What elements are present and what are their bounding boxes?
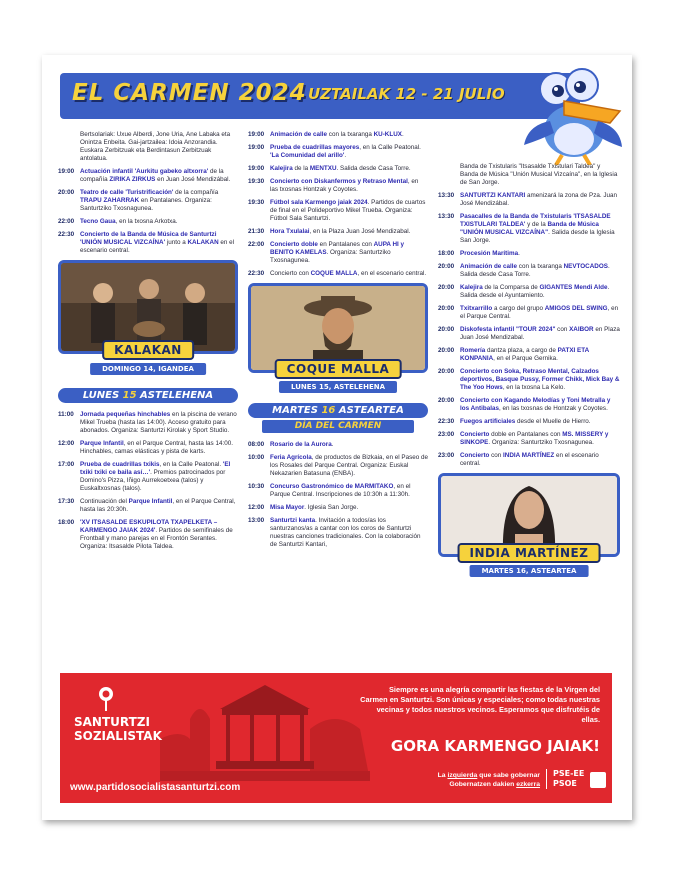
event-item: 22:00 Concierto doble en Pantalanes con AUPA HI y BENITO KAMELAS. Organiza: Santurtziko Txosnagunea. [248,241,405,264]
pelican-mascot-icon [520,61,626,165]
wave-decoration-icon [60,109,580,123]
event-item: 20:00 Romería dantza plaza, a cargo de PATXI ETA KONPANIA, en el Parque Gernika. [438,347,589,362]
festival-dates: UZTAILAK 12 - 21 JULIO [308,85,505,103]
artist-date: LUNES 15, ASTELEHENA [279,381,397,393]
program-page [42,55,632,820]
col2-events-a [248,131,428,278]
event-item: 11:00 Jornada pequeñas hinchables en la piscina de verano Mikel Trueba (hasta las 14:00). Acceso gratuito para abonados. Organiza: Santurtzi Kirolak y Sport Studio. [58,411,237,434]
event-item: 20:00 Diskofesta infantil "TOUR 2024" con XAIBOR en Plaza Juan José Mendizabal. [438,326,620,341]
col1-events-a [58,168,238,255]
event-item: 17:30 Continuación del Parque Infantil, en el Parque Central, hasta las 20:30h. [58,498,236,513]
artist-card-india-martinez [438,473,620,581]
col1-intro: Bertsolariak: Uxue Alberdi, Jone Uria, Ane Labaka eta Onintza Enbeita. Gai-jartzailea: Idoia Anzorandia. Euskara Zerbitzuak eta Berdintasun Zerbitzuak antolatua. [80,131,231,162]
col1-events-b [58,411,238,551]
event-item: 12:00 Misa Mayor. Iglesia San Jorge. [248,504,359,511]
ad-slogan: La izquierda que sabe gobernar Gobernatzen dakien ezkerra [437,772,540,788]
event-item: 22:30 Concierto con COQUE MALLA, en el escenario central. [248,270,427,277]
event-item: 08:00 Rosario de la Aurora. [248,441,334,448]
artist-date: DOMINGO 14, IGANDEA [90,363,206,375]
event-item: 12:00 Parque Infantil, en el Parque Central, hasta las 14:00. Hinchables, camas elásticas y pista de karts. [58,440,233,455]
bandstand-kiosk-icon [160,679,370,781]
event-item: 20:00 Teatro de calle 'Turistrificación' de la compañía TRAPU ZAHARRAK en Pantalanes. Organiza: Santurtziko Txosnagunea. [58,189,219,212]
event-item: 22:00 Tecno Gaua, en la txosna Arkotxa. [58,218,178,225]
event-item: 13:30 SANTURTZI KANTARI amenizará la zona de Pza. Juan José Mendizábal. [438,192,618,207]
artist-card-coque-malla [248,283,428,395]
event-item: 20:00 Txitxarrillo a cargo del grupo AMIGOS DEL SWING, en el Parque Central. [438,305,619,320]
ad-message: Siempre es una alegría compartir las fiestas de la Virgen del Carmen en Santurtzi. Son únicas y especiales; como todas nuestras vecinas y todos nuestros vecinos. Esperamos que disfrutéis de ellas. [360,685,600,724]
event-item: 19:30 Fútbol sala Karmengo jaiak 2024. Partidos de cuartos de final en el Polideportivo Mikel Trueba. Organiza: Fútbol Sala Santurtzi. [248,199,426,222]
sponsor-ad [60,673,612,803]
event-item: 19:00 Actuación infantil 'Aurkitu gabeko altxorra' de la compañía ZIRIKA ZIRKUS en Juan José Mendizábal. [58,168,231,183]
band-photo-icon [61,263,235,351]
col3-events [438,192,620,468]
event-item: 19:00 Kalejira de la MENTXU. Salida desde Casa Torre. [248,165,411,172]
event-item: 20:00 Kalejira de la Comparsa de GIGANTES Mendi Alde. Salida desde el Ayuntamiento. [438,284,610,299]
event-item: 22:30 Concierto de la Banda de Música de Santurtzi 'UNIÓN MUSICAL VIZCAÍNA' junto a KALAKAN en el escenario central. [58,231,235,254]
column-2 [248,131,428,554]
artist-card-kalakan [58,260,238,380]
rose-icon [94,685,118,711]
column-3 [438,163,620,589]
col2-events-b [248,441,428,549]
event-item: 21:30 Hora Txulalai, en la Plaza Juan José Mendizabal. [248,228,411,235]
day-subtitle: DÍA DEL CARMEN [262,420,414,433]
event-item: 20:00 Concierto con Kagando Melodías y Toni Metralla y los Antibalas, en las txosnas de Hontzak y Coyotes. [438,397,611,412]
festival-title: EL CARMEN 2024 [72,80,307,106]
psoe-label: PSE-EE PSOE [546,769,584,789]
event-item: 10:00 Feria Agrícola, de productos de Bizkaia, en el Paseo de los Rosales del Parque Central. Organiza: Euskal Nekazarien Batasuna (ENBA). [248,454,428,477]
event-item: 18:00 'XV ITSASALDE ESKUPILOTA TXAPELKETA – KARMENGO JAIAK 2024'. Partidos de semifinales de Frontball y mano parejas en el Frontón Serantes. Organiza: Itsasalde Pilota Taldea. [58,519,233,550]
event-item: 18:00 Procesión Marítima. [438,250,520,257]
event-item: 23:00 Concierto con INDIA MARTÍNEZ en el escenario central. [438,452,599,467]
artist-name: KALAKAN [102,340,194,360]
event-item: 10:30 Concurso Gastronómico de MARMITAKO, en el Parque Central. Inscripciones de 10:30h a 11:30h. [248,483,411,498]
event-item: 13:00 Santurtzi kanta. Invitación a todos/as los santurzanos/as a cantar con los coros de Santurtzi nuestras canciones tradicionales. Con la colaboración de Santurtzi Kantari, [248,517,421,548]
event-item: 19:00 Animación de calle con la txaranga KU-KLUX. [248,131,404,138]
col3-intro: Banda de Txistularis "Itsasalde Txistulari Taldea" y Banda de Música "Unión Musical Vizcaína", en la Iglesia de San Jorge. [460,163,618,186]
ad-headline: GORA KARMENGO JAIAK! [390,737,600,755]
column-1 [58,131,238,556]
website-link[interactable]: www.partidosocialistasanturtzi.com [70,782,241,793]
logo-line-2: SOZIALISTAK [74,729,162,743]
artist-date: MARTES 16, ASTEARTEA [470,565,589,577]
artist-name: INDIA MARTÍNEZ [458,543,601,563]
event-item: 17:00 Prueba de cuadrillas txikis, en la Calle Peatonal. 'El txiki txiki ce baila así…'. Premios patrocinados por Domino's Pizza, Iñigo Aurrekoetxea (talos) y Euskaltxosnas (talos). [58,461,231,492]
header-banner [60,73,580,119]
event-item: 23:00 Concierto doble en Pantalanes con MS. MISSERY y SINKOPE. Organiza: Santurtziko Txosnagunea. [438,431,609,446]
singer-photo-icon [251,286,425,370]
event-item: 19:30 Concierto con Diskanfermos y Retraso Mental, en las txosnas Hontzak y Coyotes. [248,178,419,193]
artist-name: COQUE MALLA [275,359,402,379]
psoe-logo-icon [590,772,606,788]
event-item: 13:30 Pasacalles de la Banda de Txistularis 'ITSASALDE TXISTULARI TALDEA' y de la Banda de Música "UNIÓN MUSICAL VIZCAÍNA". Salida desde la Iglesia San Jorge. [438,213,615,244]
day-header-lunes: LUNES 15 ASTELEHENA [58,388,238,403]
event-item: 22:30 Fuegos artificiales desde el Muelle de Hierro. [438,418,591,425]
event-item: 20:00 Animación de calle con la txaranga NEVTOCADOS. Salida desde Casa Torre. [438,263,610,278]
day-header-martes: MARTES 16 ASTEARTEA [248,403,428,418]
logo-line-1: SANTURTZI [74,715,150,729]
event-item: 20:00 Concierto con Soka, Retraso Mental, Calzados deportivos, Basque Pussy, Former Chikk, Mick Bay & The Yoo Hows, en la txosna La Kelo. [438,368,620,391]
event-item: 19:00 Prueba de cuadrillas mayores, en la Calle Peatonal. 'La Comunidad del arillo'. [248,144,421,159]
